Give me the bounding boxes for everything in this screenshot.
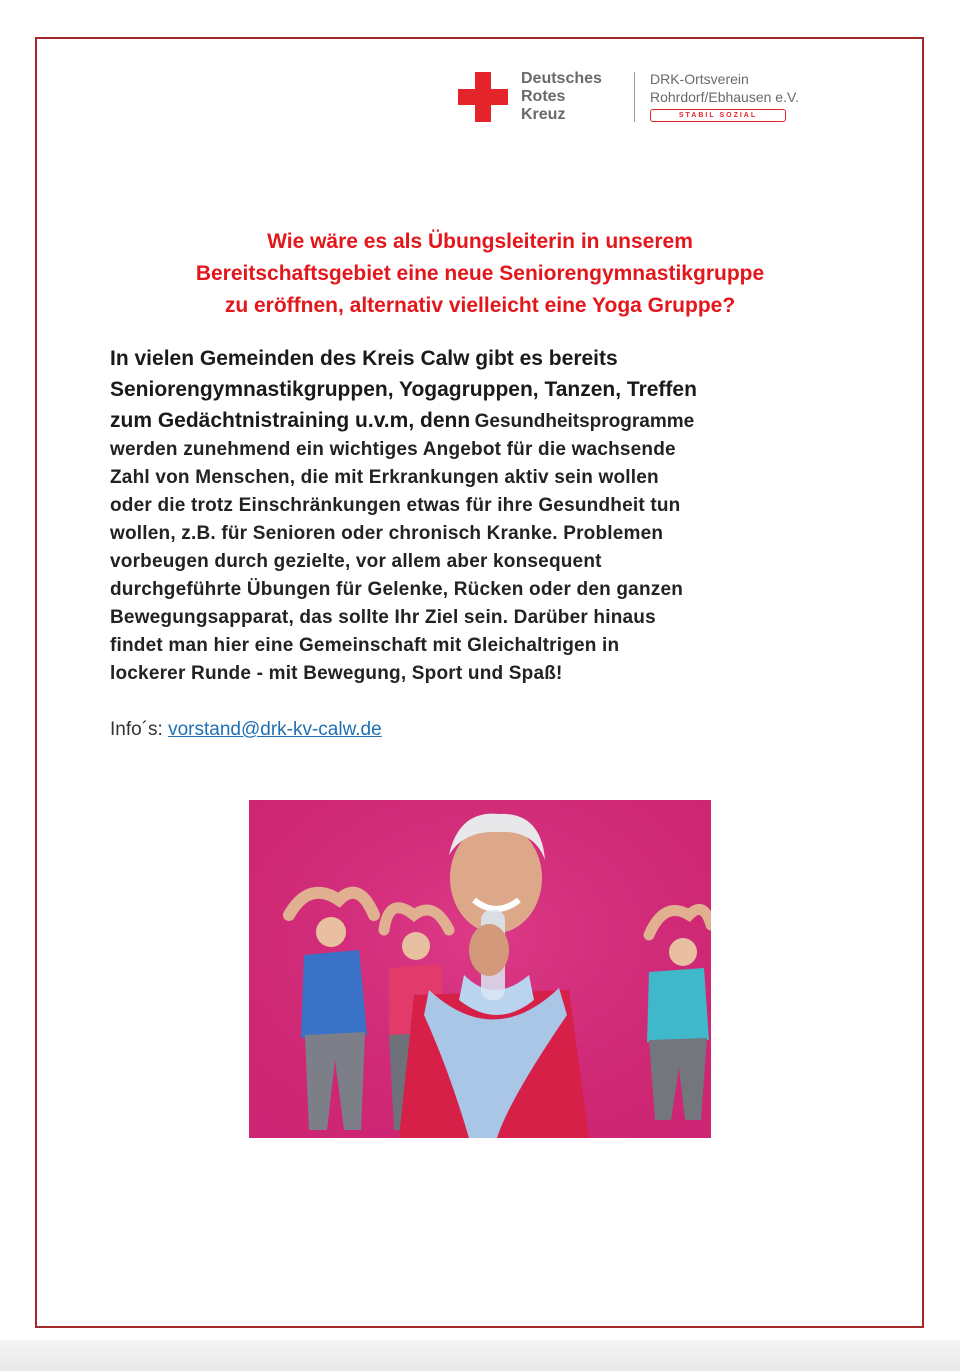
body-line-8: vorbeugen durch gezielte, vor allem aber konsequent [110,551,602,572]
org-name-line-1: DRK-Ortsverein [650,71,749,87]
body-text [110,343,870,688]
body-line-11: findet man hier eine Gemeinschaft mit Gleichaltrigen in [110,635,620,656]
org-name-line-2: Rohrdorf/Ebhausen e.V. [650,89,799,105]
org-name [650,70,799,106]
motto-badge: STABIL SOZIAL [650,109,786,122]
email-link[interactable]: vorstand@drk-kv-calw.de [168,719,382,740]
drk-name-line-3: Kreuz [521,106,566,123]
logo-divider [634,72,635,122]
headline-line-2: Bereitschaftsgebiet eine neue Seniorengymnastikgruppe [195,262,765,285]
body-line-3-big: zum Gedächtnistraining u.v.m, denn [110,409,471,432]
photo-illustration [249,800,711,1138]
bottom-shade [0,1340,960,1371]
red-cross-icon [458,72,508,122]
seniors-exercise-photo [249,800,711,1138]
body-line-3-small: Gesundheitsprogramme [474,411,695,432]
body-line-5: Zahl von Menschen, die mit Erkrankungen aktiv sein wollen [110,467,659,488]
headline-line-3: zu eröffnen, alternativ vielleicht eine Yoga Gruppe? [224,294,736,317]
body-line-12: lockerer Runde - mit Bewegung, Sport und Spaß! [110,663,563,684]
body-line-3 [110,405,870,436]
body-line-6: oder die trotz Einschränkungen etwas für ihre Gesundheit tun [110,495,681,516]
drk-name-line-1: Deutsches [521,70,602,87]
body-line-2: Seniorengymnastikgruppen, Yogagruppen, Tanzen, Treffen [110,378,697,401]
info-label: Info´s: [110,719,163,740]
body-line-4: werden zunehmend ein wichtiges Angebot für die wachsende [110,439,676,460]
body-line-1: In vielen Gemeinden des Kreis Calw gibt es bereits [110,347,618,370]
info-line [110,716,382,744]
headline [110,226,850,322]
drk-name-line-2: Rotes [521,88,566,105]
drk-logo [458,70,858,130]
body-line-10: Bewegungsapparat, das sollte Ihr Ziel sein. Darüber hinaus [110,607,656,628]
body-line-9: durchgeführte Übungen für Gelenke, Rücken oder den ganzen [110,579,684,600]
drk-name [521,70,631,124]
headline-line-1: Wie wäre es als Übungsleiterin in unserem [267,230,693,253]
body-line-7: wollen, z.B. für Senioren oder chronisch Kranke. Problemen [110,523,664,544]
